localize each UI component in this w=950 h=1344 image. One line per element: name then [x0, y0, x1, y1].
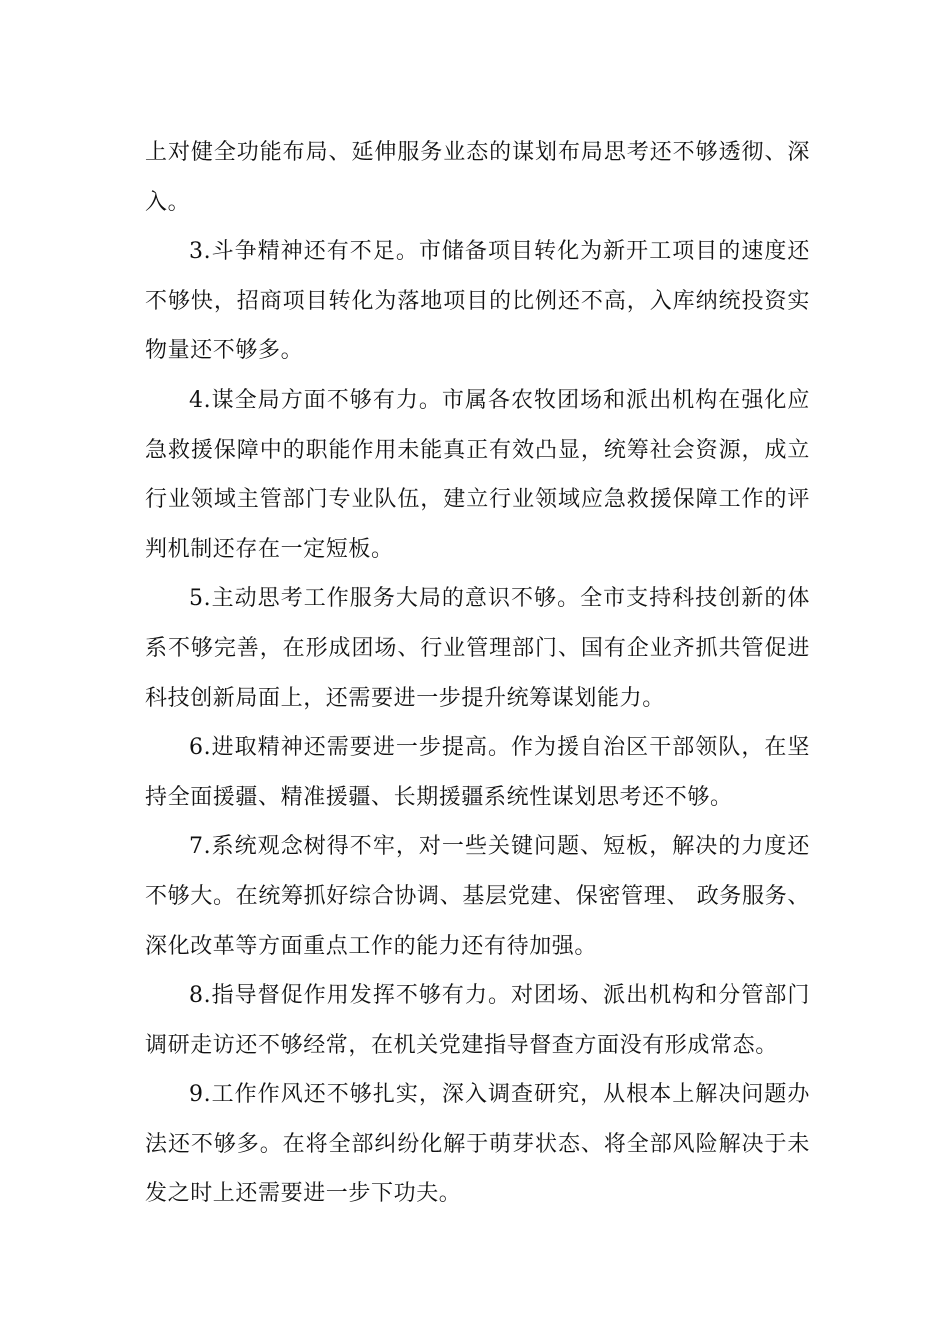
- paragraph-item-5: 5.主动思考工作服务大局的意识不够。全市支持科技创新的体系不够完善，在形成团场、行业管理部门、国有企业齐抓共管促进科技创新局面上，还需要进一步提升统筹谋划能力。: [145, 586, 810, 711]
- paragraph-item-3: 3.斗争精神还有不足。市储备项目转化为新开工项目的速度还不够快，招商项目转化为落地项目的比例还不高，入库纳统投资实物量还不够多。: [145, 239, 810, 364]
- paragraph-item-6: 6.进取精神还需要进一步提高。作为援自治区干部领队，在坚持全面援疆、精准援疆、长期援疆系统性谋划思考还不够。: [145, 735, 810, 810]
- document-body: [145, 128, 810, 1219]
- paragraph-item-4: 4.谋全局方面不够有力。市属各农牧团场和派出机构在强化应急救援保障中的职能作用未能真正有效凸显，统筹社会资源，成立行业领域主管部门专业队伍，建立行业领域应急救援保障工作的评判机制还存在一定短板。: [145, 387, 810, 562]
- paragraph-item-7: 7.系统观念树得不牢，对一些关键问题、短板，解决的力度还不够大。在统筹抓好综合协调、基层党建、保密管理、 政务服务、深化改革等方面重点工作的能力还有待加强。: [145, 834, 810, 959]
- paragraph-continuation: 上对健全功能布局、延伸服务业态的谋划布局思考还不够透彻、深入。: [145, 140, 810, 215]
- paragraph-item-9: 9.工作作风还不够扎实，深入调查研究，从根本上解决问题办法还不够多。在将全部纠纷化解于萌芽状态、将全部风险解决于未发之时上还需要进一步下功夫。: [145, 1082, 810, 1207]
- paragraph-item-8: 8.指导督促作用发挥不够有力。对团场、派出机构和分管部门调研走访还不够经常，在机关党建指导督查方面没有形成常态。: [145, 983, 810, 1058]
